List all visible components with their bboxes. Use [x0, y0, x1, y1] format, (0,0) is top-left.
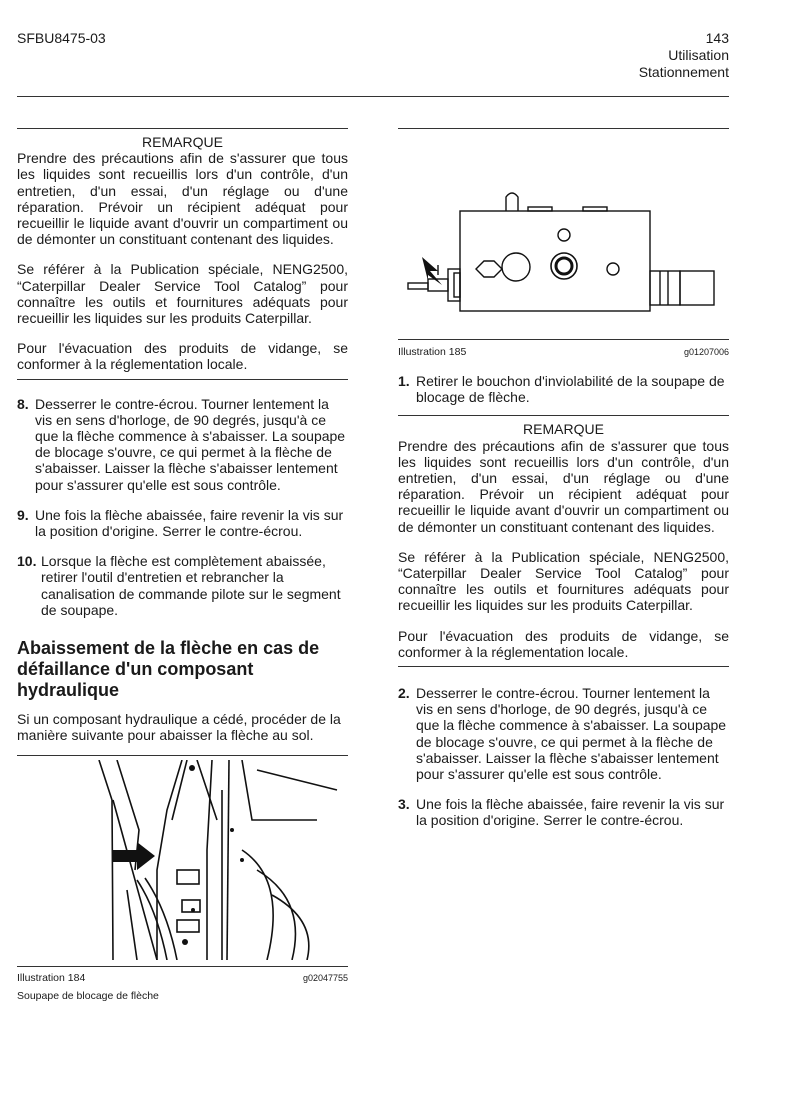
document-code: SFBU8475-03	[17, 30, 106, 46]
right-column	[398, 128, 729, 829]
step-text: Retirer le bouchon d'inviolabilité de la soupape de blocage de flèche.	[416, 373, 725, 406]
figure-label: Illustration 185	[398, 346, 467, 358]
list-item	[398, 373, 729, 405]
note-top-rule	[398, 415, 729, 416]
valve-block-illustration	[398, 133, 729, 333]
step-number: 8.	[17, 395, 29, 412]
step-list	[398, 373, 729, 405]
arrow-icon	[422, 257, 442, 285]
section-title: Utilisation	[668, 47, 729, 63]
list-item	[398, 685, 729, 782]
arrow-icon	[113, 842, 155, 870]
list-item	[17, 553, 348, 618]
list-item	[17, 396, 348, 493]
figure-caption	[17, 972, 348, 985]
section-heading: Abaissement de la flèche en cas de défaillance d'un composant hydraulique	[17, 638, 320, 701]
left-column	[17, 128, 348, 1003]
figure-caption	[398, 346, 729, 359]
figure-title: Soupape de blocage de flèche	[17, 990, 159, 1003]
step-number: 9.	[17, 506, 29, 523]
step-list	[398, 685, 729, 829]
page-header	[639, 30, 729, 81]
note-title: REMARQUE	[523, 421, 604, 438]
step-text: Desserrer le contre-écrou. Tourner lentement la vis en sens d'horloge, de 90 degrés, jusqu'à ce que la flèche commence à s'abaisser. La soupape de blocage s'ouvre, ce qui permet à la flèche de s'abaisser. Laisser la flèche s'abaisser lentement pour s'assurer qu'elle est sous contrôle.	[416, 685, 727, 783]
section-intro: Si un composant hydraulique a cédé, procéder de la manière suivante pour abaisser la flèche au sol.	[17, 711, 341, 744]
header-rule	[17, 96, 729, 97]
reference-text: Se référer à la Publication spéciale, NENG2500, “Caterpillar Dealer Service Tool Catalog” pour connaître les outils et fournitures adéquats pour recueillir les liquides sur les produits Caterpillar.	[17, 261, 348, 327]
page-number: 143	[705, 30, 729, 46]
step-text: Une fois la flèche abaissée, faire revenir la vis sur la position d'origine. Serrer le contre-écrou.	[35, 506, 344, 540]
note-top-rule	[17, 128, 348, 129]
step-number: 3.	[398, 796, 410, 813]
disposal-text: Pour l'évacuation des produits de vidange, se conformer à la réglementation locale.	[398, 627, 729, 660]
step-text: Desserrer le contre-écrou. Tourner lentement la vis en sens d'horloge, de 90 degrés, jusqu'à ce que la flèche commence à s'abaisser. La soupape de blocage s'ouvre, ce qui permet à la flèche de s'abaisser. Laisser la flèche s'abaisser lentement pour s'assurer qu'elle est sous contrôle.	[35, 395, 346, 493]
reference-text: Se référer à la Publication spéciale, NENG2500, “Caterpillar Dealer Service Tool Catalog” pour connaître les outils et fournitures adéquats pour recueillir les liquides sur les produits Caterpillar.	[398, 548, 729, 614]
disposal-text: Pour l'évacuation des produits de vidange, se conformer à la réglementation locale.	[17, 340, 348, 373]
note-title: REMARQUE	[142, 134, 223, 150]
step-list	[17, 396, 348, 618]
note-text: Prendre des précautions afin de s'assurer que tous les liquides sont recueillis lors d'un contrôle, d'un entretien, d'un essai, d'un réglage ou d'une réparation. Prévoir un récipient adéquat pour recueillir le liquide avant d'ouvrir un compartiment ou de démonter un constituant contenant des liquides.	[398, 437, 729, 535]
list-item	[17, 507, 348, 539]
figure-id: g01207006	[683, 347, 729, 357]
figure-id: g02047755	[302, 973, 348, 984]
figure-label: Illustration 184	[17, 972, 86, 985]
step-number: 10.	[17, 553, 37, 570]
step-text: Une fois la flèche abaissée, faire revenir la vis sur la position d'origine. Serrer le contre-écrou.	[416, 796, 725, 829]
subsection-title: Stationnement	[638, 64, 729, 80]
step-number: 1.	[398, 373, 410, 389]
step-text: Lorsque la flèche est complètement abaissée, retirer l'outil d'entretien et rebrancher la canalisation de commande pilote sur le segment de soupape.	[41, 553, 341, 618]
note-text: Prendre des précautions afin de s'assurer que tous les liquides sont recueillis lors d'un contrôle, d'un entretien, d'un essai, d'un réglage ou d'une réparation. Prévoir un récipient adéquat pour recueillir le liquide avant d'ouvrir un compartiment ou de démonter un constituant contenant des liquides.	[17, 150, 348, 248]
step-number: 2.	[398, 685, 410, 702]
boom-lock-valve-illustration	[17, 760, 348, 960]
list-item	[398, 796, 729, 828]
